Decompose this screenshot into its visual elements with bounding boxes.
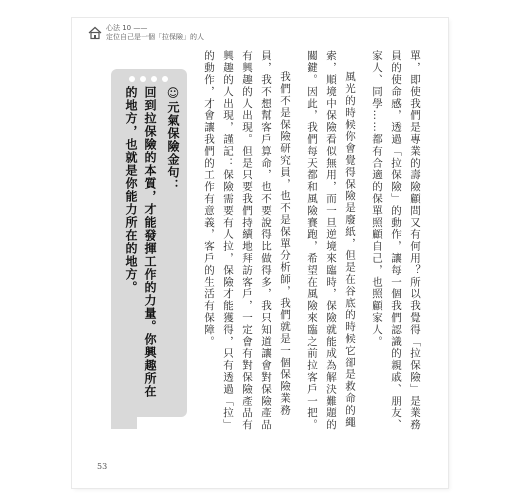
page-number: 53 [97,462,108,471]
quote-title: 元氣保險金句： [166,101,180,192]
quote-text: 回到拉保險的本質，才能發揮工作的力量。你興趣所在的地方，也就是你能力所在的地方。 [124,86,157,398]
running-header [88,24,204,46]
body-paragraph: 單，即使我們是專業的壽險顧問又有何用？所以我覺得「拉保險」是業務員的使命感，透過「拉保險」的動作，讓每一個我們認識的親戚、朋友、家人、同學……都有合適的保單照顧自己，也照顧家人。 [371,50,421,431]
header-subtitle: 定位自己是一個「拉保險」的人 [106,33,204,41]
body-paragraph: 我們不是保險研究員，也不是保單分析師，我們就是一個保險業務員，我不想幫客戶算命，也不要說得比做得多，我只知道讓會對保險產品有興趣的人出現。但是只要我們持續地拜訪客戶，一定會有對保險產品有興趣的人出現，謹記：保險需要有人拉，保險才能獲得，只有透過「拉」的動作，才會讓我們的工作有意義，客戶的生活有保障。 [203,50,291,431]
body-paragraph: 風光的時候你會覺得保險是廢紙，但是在谷底的時候它卻是救命的繩索，順境中保險看似無用，而一旦逆境來臨時，保險就能成為解決難題的關鍵。因此，我們每天都和風險賽跑，希望在風險來臨之前拉客戶一把。 [306,50,356,431]
decorative-dots [129,76,168,82]
sidebar-quote [118,86,182,404]
house-icon [88,26,102,40]
sidebar-tab [111,417,137,429]
smile-icon: ☺ [166,86,180,101]
header-chapter: 心法 10 —— [106,24,148,32]
body-text [196,50,424,435]
